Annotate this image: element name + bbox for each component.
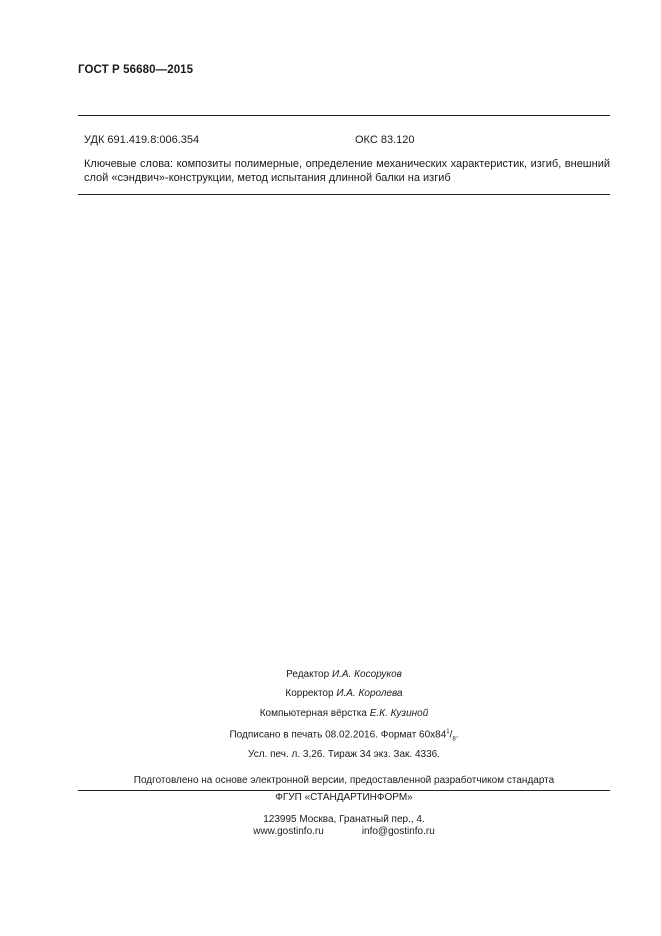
email-link[interactable]: info@gostinfo.ru [361, 826, 435, 837]
print-run-line: Усл. печ. л. 3,26. Тираж 34 экз. Зак. 4336. [248, 749, 440, 760]
editor-line [78, 669, 610, 680]
publisher-divider [78, 790, 610, 791]
signed-text: Подписано в печать 08.02.2016. Формат 60x84 [229, 729, 447, 741]
publisher-name: ФГУП «СТАНДАРТИНФОРМ» [275, 792, 413, 803]
oks-code: ОКС 83.120 [355, 134, 415, 146]
format-slash: / [449, 729, 453, 741]
layout-name: Е.К. Кузиной [369, 708, 429, 719]
editor-label: Редактор [286, 669, 330, 680]
format-numerator: 1 [446, 729, 450, 735]
format-period: . [455, 729, 459, 741]
keywords-divider [78, 194, 610, 195]
corrector-name: И.А. Королева [336, 688, 403, 699]
prepared-note: Подготовлено на основе электронной версии, предоставленной разработчиком стандарта [133, 775, 555, 786]
top-divider [78, 115, 610, 116]
signed-line [78, 729, 610, 742]
layout-line [78, 708, 610, 719]
publisher-address: 123995 Москва, Гранатный пер., 4. [263, 814, 425, 825]
editor-name: И.А. Косоруков [331, 669, 402, 680]
corrector-line [78, 688, 610, 699]
standard-code: ГОСТ Р 56680—2015 [78, 64, 194, 76]
corrector-label: Корректор [285, 688, 334, 699]
layout-label: Компьютерная вёрстка [259, 708, 367, 719]
keywords-text: Ключевые слова: композиты полимерные, определение механических характеристик, изгиб, внешний слой «сэндвич»-конструкции, метод испытания длинной балки на изгиб [84, 158, 610, 184]
udk-code: УДК 691.419.8:006.354 [84, 134, 200, 146]
format-denominator: 8 [452, 736, 456, 743]
contacts-line [78, 826, 610, 837]
website-link[interactable]: www.gostinfo.ru [253, 826, 324, 837]
